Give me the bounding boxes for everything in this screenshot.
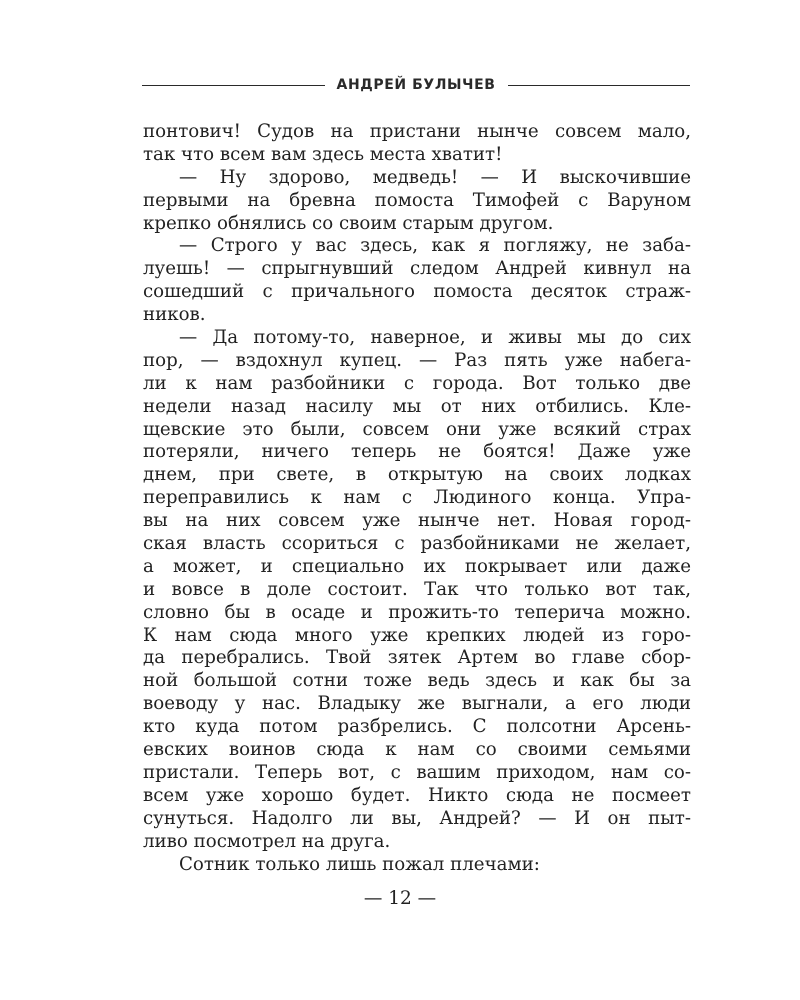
text-line: ливо посмотрел на друга. (143, 830, 391, 852)
text-line: ская власть ссориться с разбойниками не желает, (143, 533, 691, 555)
text-line: словно бы в осаде и прожить-то теперича можно. (143, 601, 691, 623)
text-line: воеводу у нас. Владыку же выгнали, а его люди (143, 693, 691, 715)
text-line: да перебрались. Твой зятек Артем во главе сбор- (143, 647, 691, 669)
text-line: пор, — вздохнул купец. — Раз пять уже набега- (143, 349, 691, 371)
text-line: а может, и специально их покрывает или даже (143, 555, 691, 577)
text-line: сошедший с причального помоста десяток страж- (143, 281, 691, 303)
text-line: так что всем вам здесь места хватит! (143, 143, 503, 165)
text-line: недели назад насилу мы от них отбились. Кле- (143, 395, 691, 417)
text-line: — Да потому-то, наверное, и живы мы до сих (179, 327, 691, 349)
text-line: Сотник только лишь пожал плечами: (179, 853, 540, 875)
body-text (143, 121, 691, 876)
header-rule-left (142, 85, 325, 86)
text-line: кто куда потом разбрелись. С полсотни Арсень- (143, 716, 691, 738)
text-line: евских воинов сюда к нам со своими семьями (143, 739, 691, 761)
text-line: ников. (143, 304, 206, 326)
text-line: пристали. Теперь вот, с вашим приходом, нам со- (143, 761, 691, 783)
text-line: всем уже хорошо будет. Никто сюда не посмеет (143, 784, 691, 806)
text-line: ли к нам разбойники с города. Вот только две (143, 372, 691, 394)
header-rule-right (508, 85, 691, 86)
text-line: и вовсе в доле состоит. Так что только вот так, (143, 578, 691, 600)
text-line: понтович! Судов на пристани нынче совсем мало, (143, 121, 691, 142)
text-line: переправились к нам с Людиного конца. Упра- (143, 487, 691, 509)
text-line: днем, при свете, в открытую на своих лодках (143, 464, 691, 486)
text-line: К нам сюда много уже крепких людей из горо- (143, 624, 691, 646)
text-line: щевские это были, совсем они уже всякий страх (143, 418, 691, 440)
text-line: луешь! — спрыгнувший следом Андрей кивнул на (143, 258, 691, 280)
text-line: крепко обнялись со своим старым другом. (143, 212, 554, 234)
running-header (142, 72, 690, 98)
text-line: потеряли, ничего теперь не боятся! Даже уже (143, 441, 691, 463)
page-number: — 12 — (363, 888, 437, 909)
text-line: — Ну здорово, медведь! — И выскочившие (179, 166, 691, 188)
text-line: первыми на бревна помоста Тимофей с Варуном (143, 189, 691, 211)
text-line: ной большой сотни тоже ведь здесь и как бы за (143, 670, 691, 692)
text-line: сунуться. Надолго ли вы, Андрей? — И он пыт- (143, 807, 691, 829)
author-name: АНДРЕЙ БУЛЫЧЕВ (336, 77, 496, 93)
text-line: — Строго у вас здесь, как я погляжу, не заба- (179, 235, 691, 257)
text-line: вы на них совсем уже нынче нет. Новая город- (143, 510, 691, 532)
